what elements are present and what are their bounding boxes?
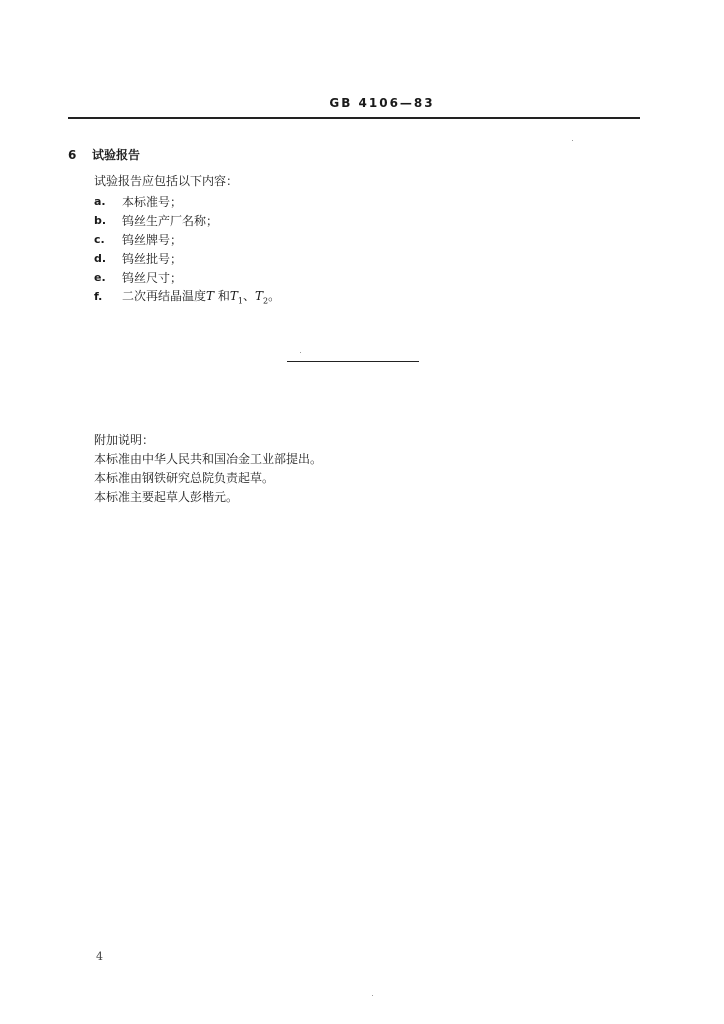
note-line: 本标准由钢铁研究总院负责起草。 <box>94 471 275 485</box>
scan-speck <box>372 995 373 996</box>
additional-notes <box>94 431 322 507</box>
list-item <box>94 192 280 211</box>
item-text: 钨丝尺寸； <box>122 271 183 285</box>
list-item <box>94 211 280 230</box>
item-text: 钨丝牌号； <box>122 233 183 247</box>
list-item <box>94 268 280 287</box>
list-item <box>94 230 280 249</box>
item-letter: f. <box>94 290 103 303</box>
note-line: 本标准主要起草人彭楷元。 <box>94 490 239 504</box>
section-number: 6 <box>68 148 77 162</box>
standard-number-header: GB 4106—83 <box>329 96 435 110</box>
end-of-text-rule <box>287 361 419 362</box>
scan-speck <box>300 352 301 353</box>
item-text: 钨丝批号； <box>122 252 183 266</box>
section-intro: 试验报告应包括以下内容： <box>94 174 239 188</box>
section-heading <box>68 146 140 163</box>
item-text: 本标准号； <box>122 195 183 209</box>
scan-speck <box>572 140 573 141</box>
section-title: 试验报告 <box>92 148 141 162</box>
note-title: 附加说明： <box>94 433 155 447</box>
item-letter: a. <box>94 195 106 208</box>
list-item <box>94 249 280 268</box>
item-text: 二次再结晶温度T 和$T_1$、$T_2$。 <box>122 289 281 306</box>
list-item <box>94 287 280 306</box>
item-text: 钨丝生产厂名称； <box>122 214 219 228</box>
item-letter: d. <box>94 252 107 265</box>
page-number: 4 <box>96 950 103 963</box>
item-letter: c. <box>94 233 105 246</box>
item-letter: b. <box>94 214 107 227</box>
header-rule <box>68 117 640 119</box>
note-line: 本标准由中华人民共和国冶金工业部提出。 <box>94 452 323 466</box>
item-letter: e. <box>94 271 106 284</box>
report-items-list <box>94 192 280 306</box>
